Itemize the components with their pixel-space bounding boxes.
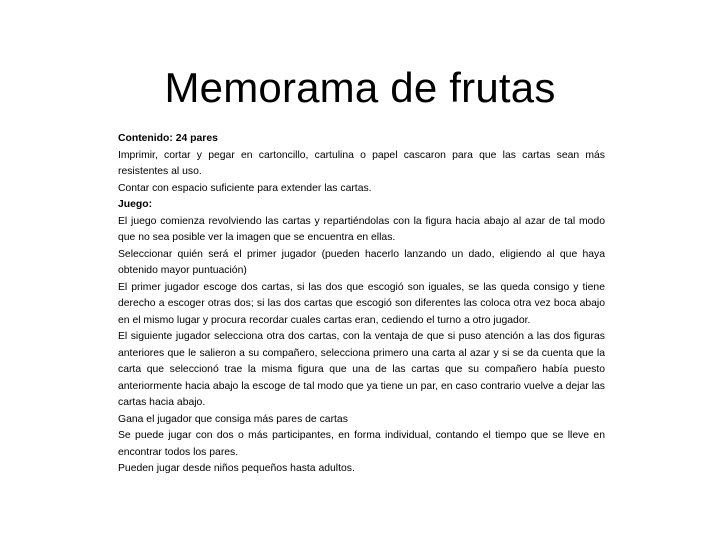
slide-title: Memorama de frutas — [164, 64, 556, 111]
rule-shuffle: El juego comienza revolviendo las cartas y repartiéndolas con la figura hacia abajo al azar de tal modo que no sea posible ver la imagen que se encuentra en ellas. — [118, 215, 605, 243]
slide-content — [118, 131, 605, 478]
instruction-space: Contar con espacio suficiente para extender las cartas. — [118, 182, 372, 194]
instruction-print: Imprimir, cortar y pegar en cartoncillo, cartulina o papel cascaron para que las cartas sean más resistentes al uso. — [118, 149, 605, 177]
rule-ages: Pueden jugar desde niños pequeños hasta adultos. — [118, 463, 355, 474]
rule-first-turn: El primer jugador escoge dos cartas, si las dos que escogió son iguales, se las queda consigo y tiene derecho a escoger otras dos; si las dos cartas que escogió son diferentes las coloca otra vez boca abajo en el mismo lugar y procura recordar cuales cartas eran, cediendo el turno a otro jugador. — [118, 281, 605, 326]
contents-heading: Contenido: 24 pares — [118, 133, 218, 144]
game-heading: Juego: — [118, 199, 153, 210]
rule-individual: Se puede jugar con dos o más participantes, en forma individual, contando el tiempo que se lleve en encontrar todos los pares. — [118, 430, 605, 458]
rule-next-turn: El siguiente jugador selecciona otra dos cartas, con la ventaja de que si puso atención a las dos figuras anteriores que le salieron a su compañero, selecciona primero una carta al azar y si se da cuenta que la carta que seleccionó trae la misma figura que una de las cartas que su compañero había puesto anteriormente hacia abajo la escoge de tal modo que ya tiene un par, en caso contrario vuelve a dejar las cartas hacia abajo. — [118, 331, 605, 408]
rule-winner: Gana el jugador que consiga más pares de cartas — [118, 413, 348, 425]
rule-first-player: Seleccionar quién será el primer jugador (pueden hacerlo lanzando un dado, eligiendo al que haya obtenido mayor puntuación) — [118, 248, 605, 276]
